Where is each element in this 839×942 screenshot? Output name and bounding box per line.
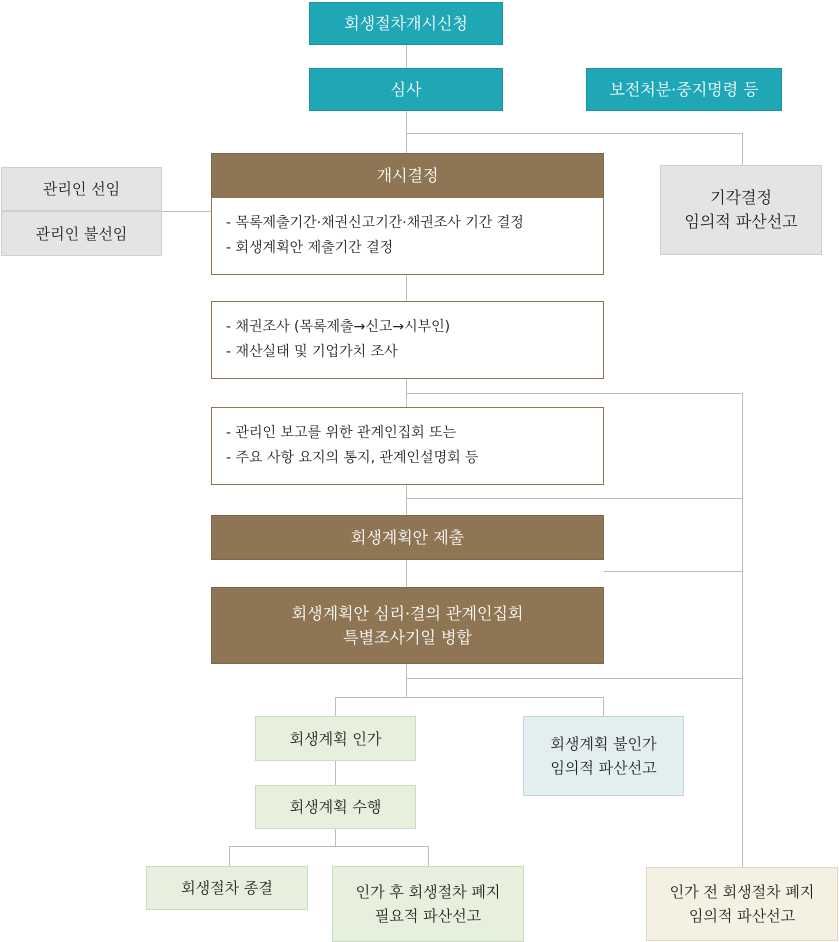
node-commencement-title-label: 개시결정 xyxy=(376,165,439,185)
claims-item: - 채권조사 (목록제출→신고→시부인) xyxy=(226,319,451,335)
node-abolition-after-line: 필요적 파산선고 xyxy=(374,907,482,925)
claims-item: - 재산실태 및 기업가치 조사 xyxy=(226,344,398,360)
node-manager-not-appointed xyxy=(1,211,162,256)
commencement-item: - 회생계획안 제출기간 결정 xyxy=(226,240,394,256)
node-claims-investigation xyxy=(211,301,604,379)
node-plan-rejected-line: 임의적 파산선고 xyxy=(550,759,657,777)
node-abolition-before-line: 임의적 파산선고 xyxy=(688,907,796,925)
node-plan-submission xyxy=(211,515,604,560)
node-plan-submission-label: 회생계획안 제출 xyxy=(350,527,465,547)
meeting-item: - 주요 사항 요지의 통지, 관계인설명회 등 xyxy=(226,450,479,466)
node-abolition-before-line: 인가 전 회생절차 폐지 xyxy=(669,883,815,901)
node-commencement-details xyxy=(211,197,604,275)
node-dismissal-line: 기각결정 xyxy=(710,188,772,207)
node-commencement-title xyxy=(211,153,604,198)
node-creditors-meeting xyxy=(211,407,604,485)
node-plan-approved-label: 회생계획 인가 xyxy=(289,729,382,748)
node-manager-not-appointed-label: 관리인 불선임 xyxy=(35,224,128,243)
node-plan-approved xyxy=(255,716,416,761)
node-manager-appointed xyxy=(1,167,162,211)
commencement-item: - 목록제출기간·채권신고기간·채권조사 기간 결정 xyxy=(226,215,524,231)
node-plan-execution xyxy=(255,785,416,829)
node-dismissal xyxy=(660,165,822,255)
node-review xyxy=(309,68,503,111)
node-plan-hearing xyxy=(211,587,604,664)
node-plan-execution-label: 회생계획 수행 xyxy=(289,798,382,816)
node-abolition-before xyxy=(646,867,838,941)
node-abolition-after-line: 인가 후 회생절차 폐지 xyxy=(355,883,501,901)
node-plan-hearing-line: 회생계획안 심리·결의 관계인집회 xyxy=(291,603,524,623)
node-plan-hearing-line: 특별조사기일 병합 xyxy=(343,627,472,647)
node-preservation xyxy=(586,68,782,111)
node-petition-label: 회생절차개시신청 xyxy=(344,13,468,33)
node-abolition-after xyxy=(332,866,524,942)
node-preservation-label: 보전처분·중지명령 등 xyxy=(609,79,759,99)
node-manager-appointed-label: 관리인 선임 xyxy=(42,180,121,198)
node-termination-label: 회생절차 종결 xyxy=(181,879,273,897)
node-dismissal-line: 임의적 파산선고 xyxy=(684,212,798,231)
node-plan-rejected xyxy=(523,716,684,796)
node-plan-rejected-line: 회생계획 불인가 xyxy=(550,735,657,753)
node-review-label: 심사 xyxy=(390,79,422,99)
node-termination xyxy=(146,866,308,910)
meeting-item: - 관리인 보고를 위한 관계인집회 또는 xyxy=(226,425,457,441)
node-petition xyxy=(309,2,503,45)
